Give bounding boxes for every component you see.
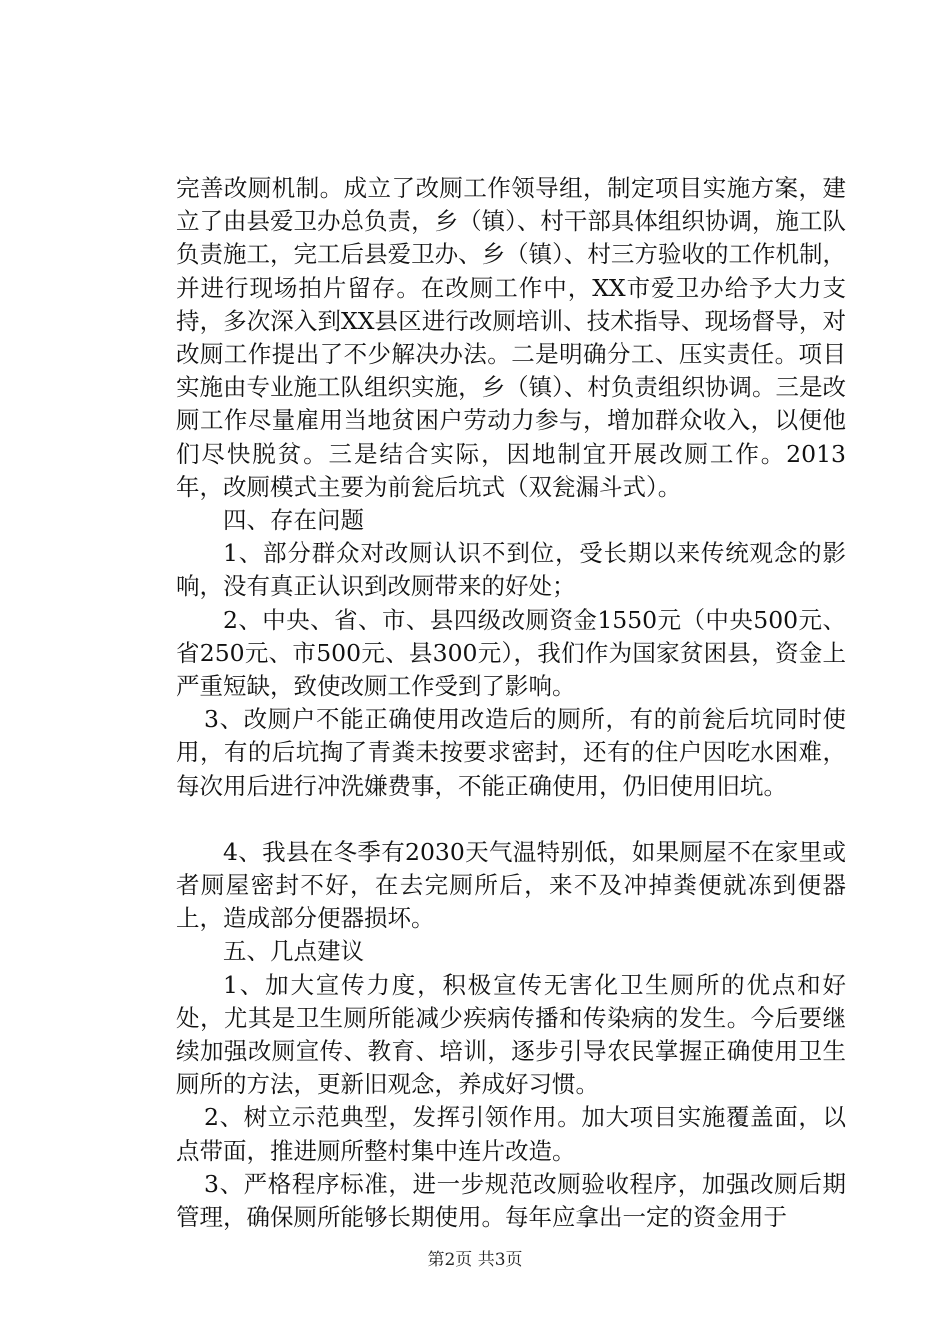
suggestion-item-1: 1、加大宣传力度，积极宣传无害化卫生厕所的优点和好处，尤其是卫生厕所能减少疾病传播和传染病的发生。今后要继续加强改厕宣传、教育、培训，逐步引导农民掌握正确使用卫生厕所的方法，更新旧观念，养成好习惯。 [176, 970, 846, 1099]
suggestion-item-3: 3、严格程序标准，进一步规范改厕验收程序，加强改厕后期管理，确保厕所能够长期使用。每年应拿出一定的资金用于 [176, 1169, 846, 1232]
section-heading-problems: 四、存在问题 [223, 506, 364, 535]
problem-item-4: 4、我县在冬季有2030天气温特别低，如果厕屋不在家里或者厕屋密封不好，在去完厕所后，来不及冲掉粪便就冻到便器上，造成部分便器损坏。 [176, 837, 846, 933]
suggestion-item-2: 2、树立示范典型，发挥引领作用。加大项目实施覆盖面，以点带面，推进厕所整村集中连片改造。 [176, 1103, 846, 1165]
document-body [176, 172, 846, 1234]
paragraph-mechanism: 完善改厕机制。成立了改厕工作领导组，制定项目实施方案，建立了由县爱卫办总负责，乡（镇）、村干部具体组织协调，施工队负责施工，完工后县爱卫办、乡（镇）、村三方验收的工作机制，并进行现场拍片留存。在改厕工作中，XX市爱卫办给予大力支持，多次深入到XX县区进行改厕培训、技术指导、现场督导，对改厕工作提出了不少解决办法。二是明确分工、压实责任。项目实施由专业施工队组织实施，乡（镇）、村负责组织协调。三是改厕工作尽量雇用当地贫困户劳动力参与，增加群众收入，以便他们尽快脱贫。三是结合实际，因地制宜开展改厕工作。2013年，改厕模式主要为前瓮后坑式（双瓮漏斗式）。 [176, 174, 846, 501]
paragraph-gap [176, 803, 846, 836]
problem-item-1: 1、部分群众对改厕认识不到位，受长期以来传统观念的影响，没有真正认识到改厕带来的好处； [176, 539, 846, 601]
page-footer: 第2页 共3页 [427, 1250, 523, 1270]
problem-item-2: 2、中央、省、市、县四级改厕资金1550元（中央500元、省250元、市500元、县300元），我们作为国家贫困县，资金上严重短缺，致使改厕工作受到了影响。 [176, 605, 846, 701]
section-heading-suggestions: 五、几点建议 [223, 937, 364, 966]
problem-item-3: 3、改厕户不能正确使用改造后的厕所，有的前瓮后坑同时使用，有的后坑掏了青粪未按要求密封，还有的住户因吃水困难，每次用后进行冲洗嫌费事，不能正确使用，仍旧使用旧坑。 [176, 705, 846, 800]
